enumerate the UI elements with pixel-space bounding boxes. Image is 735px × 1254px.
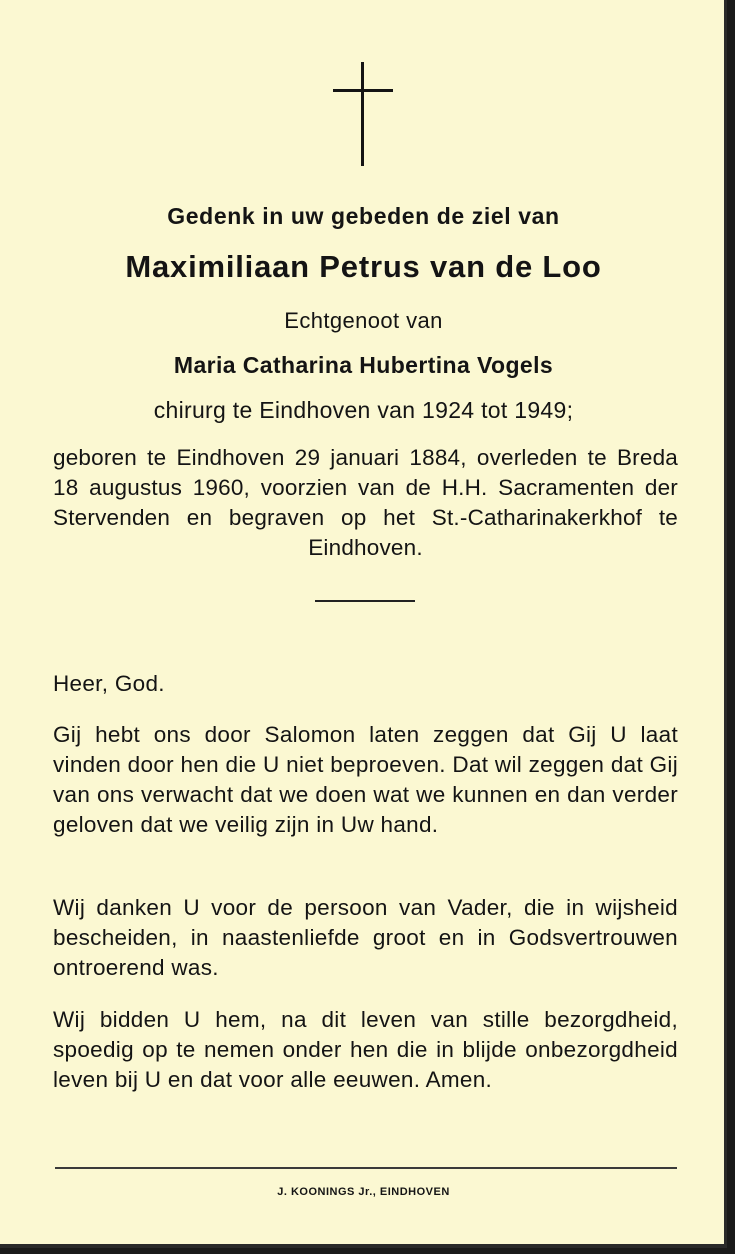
printer-imprint: J. KOONINGS Jr., EINDHOVEN bbox=[277, 1186, 450, 1198]
divider-long bbox=[55, 1167, 677, 1169]
prayer-address: Heer, God. bbox=[53, 671, 165, 696]
cross-icon bbox=[333, 62, 393, 166]
divider-short bbox=[315, 600, 415, 602]
biography-text: geboren te Eindhoven 29 januari 1884, overleden te Breda 18 augustus 1960, voorzien van de H.H. Sacramenten der Stervenden en begraven op het St.-Catharinakerkhof te Eindhoven. bbox=[53, 445, 678, 560]
intro-text: Gedenk in uw gebeden de ziel van bbox=[167, 203, 560, 229]
deceased-name: Maximiliaan Petrus van de Loo bbox=[125, 249, 602, 284]
career-line: chirurg te Eindhoven van 1924 tot 1949; bbox=[153, 397, 574, 423]
spouse-name: Maria Catharina Hubertina Vogels bbox=[173, 352, 554, 378]
prayer-paragraph-1: Gij hebt ons door Salomon laten zeggen dat Gij U laat vinden door hen die U niet beproeven. Dat wil zeggen dat Gij van ons verwacht dat we doen wat we kunnen en dan verder geloven dat we veilig zijn in Uw hand. bbox=[53, 722, 678, 837]
prayer-paragraph-3: Wij bidden U hem, na dit leven van stille bezorgdheid, spoedig op te nemen onder hen die in blijde onbezorgdheid leven bij U en dat voor alle eeuwen. Amen. bbox=[53, 1007, 678, 1092]
spouse-label: Echtgenoot van bbox=[284, 308, 443, 333]
prayer-paragraph-2: Wij danken U voor de persoon van Vader, die in wijsheid bescheiden, in naastenliefde groot en in Godsvertrouwen ontroerend was. bbox=[53, 895, 678, 980]
